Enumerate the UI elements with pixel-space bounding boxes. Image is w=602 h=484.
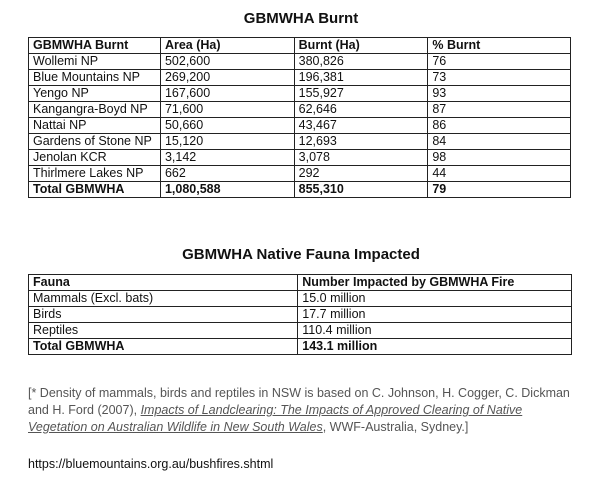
- table-cell: 167,600: [160, 86, 294, 102]
- table-cell: Gardens of Stone NP: [29, 134, 161, 150]
- table-cell: 71,600: [160, 102, 294, 118]
- table-cell: 502,600: [160, 54, 294, 70]
- table-total-row: [29, 182, 571, 198]
- table-cell: Mammals (Excl. bats): [29, 291, 298, 307]
- table-cell: Kangangra-Boyd NP: [29, 102, 161, 118]
- table-cell: 86: [428, 118, 571, 134]
- table-cell: 155,927: [294, 86, 428, 102]
- table-cell: 98: [428, 150, 571, 166]
- table-cell: 93: [428, 86, 571, 102]
- citation-link[interactable]: Impacts of Landclearing: The Impacts of Approved Clearing of Native Vegetation on Australian Wildlife in New South Wales: [28, 403, 523, 434]
- total-cell: 1,080,588: [160, 182, 294, 198]
- footnote-prefix: [* Density of mammals, birds and reptiles in NSW is based on C. Johnson, H. Cogger, C. Dickman and H. Ford (2007),: [28, 386, 570, 417]
- table-header-row: [29, 275, 572, 291]
- table-row: [29, 118, 571, 134]
- table-cell: 380,826: [294, 54, 428, 70]
- table-cell: Blue Mountains NP: [29, 70, 161, 86]
- table-cell: Thirlmere Lakes NP: [29, 166, 161, 182]
- table-cell: Wollemi NP: [29, 54, 161, 70]
- table-cell: 3,078: [294, 150, 428, 166]
- table-cell: 3,142: [160, 150, 294, 166]
- table-row: [29, 54, 571, 70]
- total-cell: Total GBMWHA: [29, 339, 298, 355]
- table-row: [29, 150, 571, 166]
- table-cell: 44: [428, 166, 571, 182]
- table-cell: 73: [428, 70, 571, 86]
- burnt-table-title: GBMWHA Burnt: [243, 10, 359, 27]
- table-cell: 62,646: [294, 102, 428, 118]
- table-cell: 196,381: [294, 70, 428, 86]
- total-cell: 855,310: [294, 182, 428, 198]
- table-total-row: [29, 339, 572, 355]
- table-row: [29, 70, 571, 86]
- header-cell: Fauna: [29, 275, 298, 291]
- header-cell: Number Impacted by GBMWHA Fire: [298, 275, 572, 291]
- table-cell: 87: [428, 102, 571, 118]
- table-cell: Jenolan KCR: [29, 150, 161, 166]
- table-row: [29, 86, 571, 102]
- table-row: [29, 307, 572, 323]
- table-cell: 84: [428, 134, 571, 150]
- table-row: [29, 134, 571, 150]
- footnote-suffix: , WWF-Australia, Sydney.]: [322, 420, 469, 434]
- table-row: [29, 323, 572, 339]
- table-cell: Yengo NP: [29, 86, 161, 102]
- density-footnote: [28, 385, 573, 436]
- burnt-area-table: [28, 37, 571, 198]
- table-cell: 662: [160, 166, 294, 182]
- table-cell: 76: [428, 54, 571, 70]
- table-cell: 15,120: [160, 134, 294, 150]
- table-cell: 292: [294, 166, 428, 182]
- table-row: [29, 291, 572, 307]
- header-cell: % Burnt: [428, 38, 571, 54]
- header-cell: GBMWHA Burnt: [29, 38, 161, 54]
- table-cell: 43,467: [294, 118, 428, 134]
- table-cell: Birds: [29, 307, 298, 323]
- table-row: [29, 166, 571, 182]
- total-cell: 79: [428, 182, 571, 198]
- table-cell: 12,693: [294, 134, 428, 150]
- table-cell: 15.0 million: [298, 291, 572, 307]
- table-row: [29, 102, 571, 118]
- source-url[interactable]: https://bluemountains.org.au/bushfires.shtml: [28, 457, 274, 471]
- table-cell: 17.7 million: [298, 307, 572, 323]
- header-cell: Area (Ha): [160, 38, 294, 54]
- table-cell: Nattai NP: [29, 118, 161, 134]
- table-header-row: [29, 38, 571, 54]
- table-cell: Reptiles: [29, 323, 298, 339]
- table-cell: 110.4 million: [298, 323, 572, 339]
- fauna-table-title: GBMWHA Native Fauna Impacted: [182, 246, 420, 263]
- fauna-impacted-table: [28, 274, 572, 355]
- table-cell: 269,200: [160, 70, 294, 86]
- header-cell: Burnt (Ha): [294, 38, 428, 54]
- total-cell: Total GBMWHA: [29, 182, 161, 198]
- table-cell: 50,660: [160, 118, 294, 134]
- total-cell: 143.1 million: [298, 339, 572, 355]
